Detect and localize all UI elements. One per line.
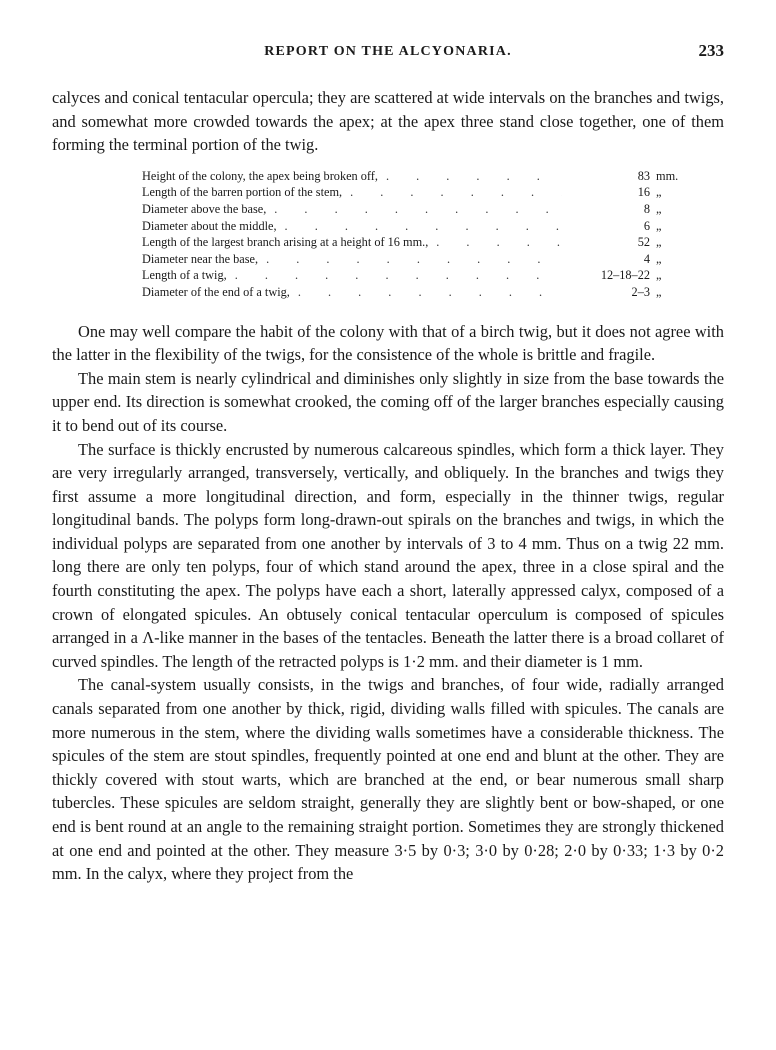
dot-leader (290, 284, 562, 301)
measurement-label: Diameter of the end of a twig, (142, 284, 290, 299)
dot-leader (378, 168, 562, 185)
dot-leader (266, 201, 562, 218)
measurement-unit: „ (656, 218, 662, 233)
dot-leader (227, 267, 562, 284)
measurement-row (142, 284, 688, 301)
dot-leader (277, 218, 562, 235)
measurement-unit: „ (656, 268, 662, 283)
paragraph-surface: The surface is thickly encrusted by numerous calcareous spindles, which form a thick layer. They are very irregularly arranged, transversely, vertically, and obliquely. In the branches and twigs they first assume a more longitudinal direction, and form, especially in the thinner twigs, regular longitudinal bands. The polyps form long-drawn-out spirals on the branches and twigs, in which the individual polyps are separated from one another by intervals of 3 to 4 mm. Thus on a twig 22 mm. long there are only ten polyps, four of which stand around the apex, three in a close spiral and the fourth constituting the apex. The polyps have each a short, laterally appressed calyx, composed of a crown of elongated spicules. An obtusely conical tentacular operculum is composed of spicules arranged in a Λ-like manner in the bases of the tentacles. Beneath the latter there is a broad collaret of curved spindles. The length of the retracted polyps is 1·2 mm. and their diameter is 1 mm. (52, 439, 724, 671)
measurement-value: 83 (637, 168, 650, 183)
body-text (52, 86, 724, 886)
paragraph-main-stem: The main stem is nearly cylindrical and diminishes only slightly in size from the base towards the upper end. Its direction is somewhat crooked, the coming off of the larger branches especially causing it to bend out of its course. (52, 368, 724, 435)
paragraph-canal-system: The canal-system usually consists, in the twigs and branches, of four wide, radially arranged canals separated from one another by thick, rigid, dividing walls filled with spicules. The canals are more numerous in the stem, where the dividing walls sometimes have a considerable thickness. The spicules of the stem are stout spindles, frequently pointed at one end and blunt at the other. They are thickly covered with stout warts, which are branched at the end, or bear numerous small sharp tubercles. These spicules are seldom straight, generally they are slightly bent or bow-shaped, or one end is bent round at an angle to the remaining straight portion. Sometimes they are strongly thickened at one end and pointed at the other. They measure 3·5 by 0·3; 3·0 by 0·28; 2·0 by 0·33; 1·3 by 0·2 mm. In the calyx, where they project from the (52, 675, 724, 884)
measurement-label: Length of the largest branch arising at a height of 16 mm., (142, 235, 429, 250)
page-header (52, 41, 724, 74)
measurement-value: 16 (637, 185, 650, 200)
measurement-row (142, 218, 688, 235)
measurement-row (142, 267, 688, 284)
dot-leader (342, 184, 562, 201)
measurement-value: 2–3 (631, 284, 650, 299)
measurement-label: Length of the barren portion of the stem, (142, 185, 343, 200)
measurement-row (142, 234, 688, 251)
measurement-row (142, 201, 688, 218)
dot-leader (428, 234, 562, 251)
paragraph-continuation: calyces and conical tentacular opercula; they are scattered at wide intervals on the branches and twigs, and somewhat more crowded towards the apex; at the apex three stand close together, one of them forming the terminal portion of the twig. (52, 88, 724, 155)
page-number: 233 (698, 41, 724, 60)
measurement-label: Diameter above the base, (142, 201, 267, 216)
measurement-row (142, 168, 688, 185)
measurement-label: Diameter about the middle, (142, 218, 277, 233)
running-title: REPORT ON THE ALCYONARIA. (264, 44, 512, 59)
measurement-value: 12–18–22 (600, 268, 650, 283)
measurement-unit: „ (656, 284, 662, 299)
measurement-unit: „ (656, 185, 662, 200)
measurement-unit: „ (656, 251, 662, 266)
paragraph-habit: One may well compare the habit of the colony with that of a birch twig, but it does not agree with the latter in the flexibility of the twigs, for the consistence of the whole is brittle and fragile. (52, 321, 724, 365)
measurement-unit: mm. (656, 168, 679, 183)
measurement-label: Diameter near the base, (142, 251, 259, 266)
measurement-unit: „ (656, 235, 662, 250)
measurement-unit: „ (656, 201, 662, 216)
measurement-row (142, 251, 688, 268)
measurement-row (142, 184, 688, 201)
measurement-value: 8 (643, 201, 650, 216)
measurement-label: Height of the colony, the apex being broken off, (142, 168, 378, 183)
dot-leader (258, 251, 562, 268)
measurement-value: 4 (643, 251, 650, 266)
measurement-value: 52 (637, 235, 650, 250)
measurement-value: 6 (643, 218, 650, 233)
measurement-label: Length of a twig, (142, 268, 227, 283)
measurements-table (142, 168, 688, 301)
